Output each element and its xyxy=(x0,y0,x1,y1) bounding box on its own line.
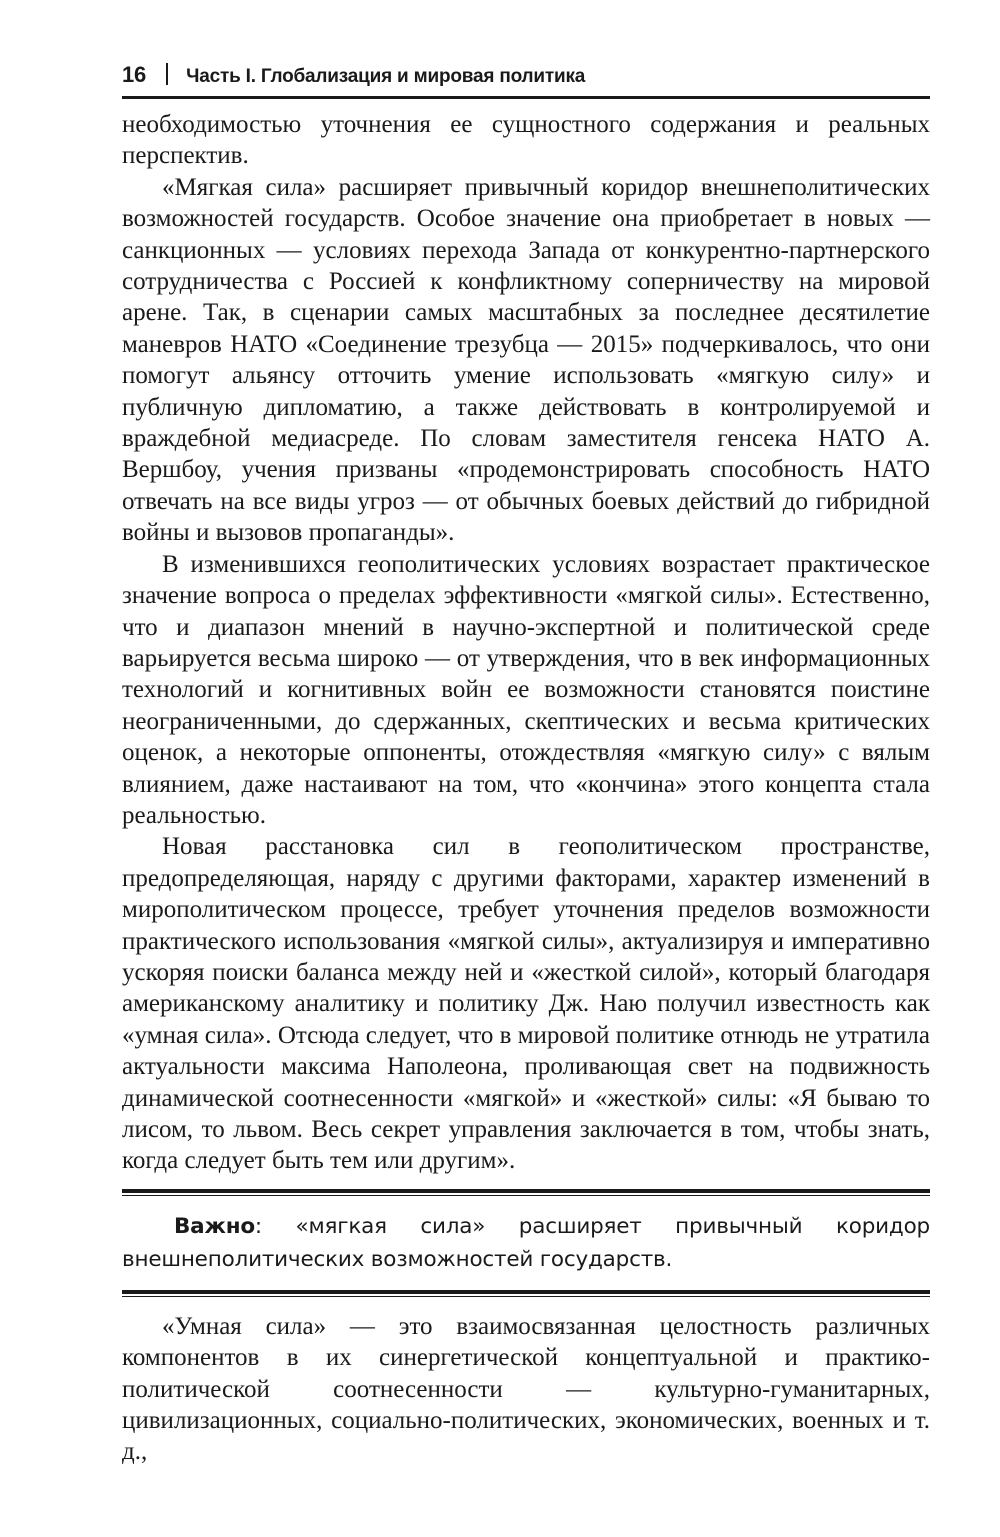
paragraph: «Мягкая сила» расширяет привычный коридор внешнеполитических возможностей государств. Особое значение она приобретает в новых — санкционных — условиях перехода Запада от конкурентно-партнерского сотрудничества с Россией к конфликтному соперничеству на мировой арене. Так, в сценарии самых масштабных за последнее десятилетие маневров НАТО «Соединение трезубца — 2015» подчеркивалось, что они помогут альянсу отточить умение использовать «мягкую силу» и публичную дипломатию, а также действовать в контролируемой и враждебной медиасреде. По словам заместителя генсека НАТО А. Вершбоу, учения призваны «продемонстрировать способность НАТО отвечать на все виды угроз — от обычных боевых действий до гибридной войны и вызовов пропаганды». xyxy=(122,173,930,547)
page-number: 16 xyxy=(122,62,147,87)
book-page xyxy=(122,58,930,1468)
body-text-continued xyxy=(122,1311,930,1468)
header-rule xyxy=(122,96,930,99)
body-text xyxy=(122,109,930,1177)
paragraph: В изменившихся геополитических условиях возрастает практическое значение вопроса о пределах эффективности «мягкой силы». Естественно, что и диапазон мнений в научно-экспертной и политической среде варьируется весьма широко — от утверждения, что в век информационных технологий и когнитивных войн ее возможности становятся поистине неограниченными, до сдержанных, скептических и весьма критических оценок, а некоторые оппоненты, отождествляя «мягкую силу» с вялым влиянием, даже настаивают на том, что «кончина» этого концепта стала реальностью. xyxy=(122,550,930,829)
running-title: Часть I. Глобализация и мировая политика xyxy=(186,66,586,87)
header-separator xyxy=(166,63,168,85)
callout-label: Важно xyxy=(174,1213,255,1239)
callout-text xyxy=(122,1196,930,1290)
callout-top-rule xyxy=(122,1189,930,1196)
running-head xyxy=(122,58,930,92)
paragraph-continued: необходимостью уточнения ее сущностного содержания и реальных перспектив. xyxy=(122,111,930,170)
important-callout xyxy=(122,1189,930,1297)
callout-bottom-rule xyxy=(122,1290,930,1297)
paragraph: «Умная сила» — это взаимосвязанная целостность различных компонентов в их синергетической концептуальной и практико-политической соотнесенности — культурно-гуманитарных, цивилизационных, социально-политических, экономических, военных и т. д., xyxy=(122,1312,930,1466)
callout-body: : «мягкая сила» расширяет привычный коридор внешнеполитических возможностей государств. xyxy=(122,1213,930,1272)
paragraph: Новая расстановка сил в геополитическом пространстве, предопределяющая, наряду с другими факторами, характер изменений в мирополитическом процессе, требует уточнения пределов возможности практического использования «мягкой силы», актуализируя и императивно ускоряя поиски баланса между ней и «жесткой силой», который благодаря американскому аналитику и политику Дж. Наю получил известность как «умная сила». Отсюда следует, что в мировой политике отнюдь не утратила актуальности максима Наполеона, проливающая свет на подвижность динамической соотнесенности «мягкой» и «жесткой» силы: «Я бываю то лисом, то львом. Весь секрет управления заключается в том, чтобы знать, когда следует быть тем или другим». xyxy=(122,833,930,1175)
